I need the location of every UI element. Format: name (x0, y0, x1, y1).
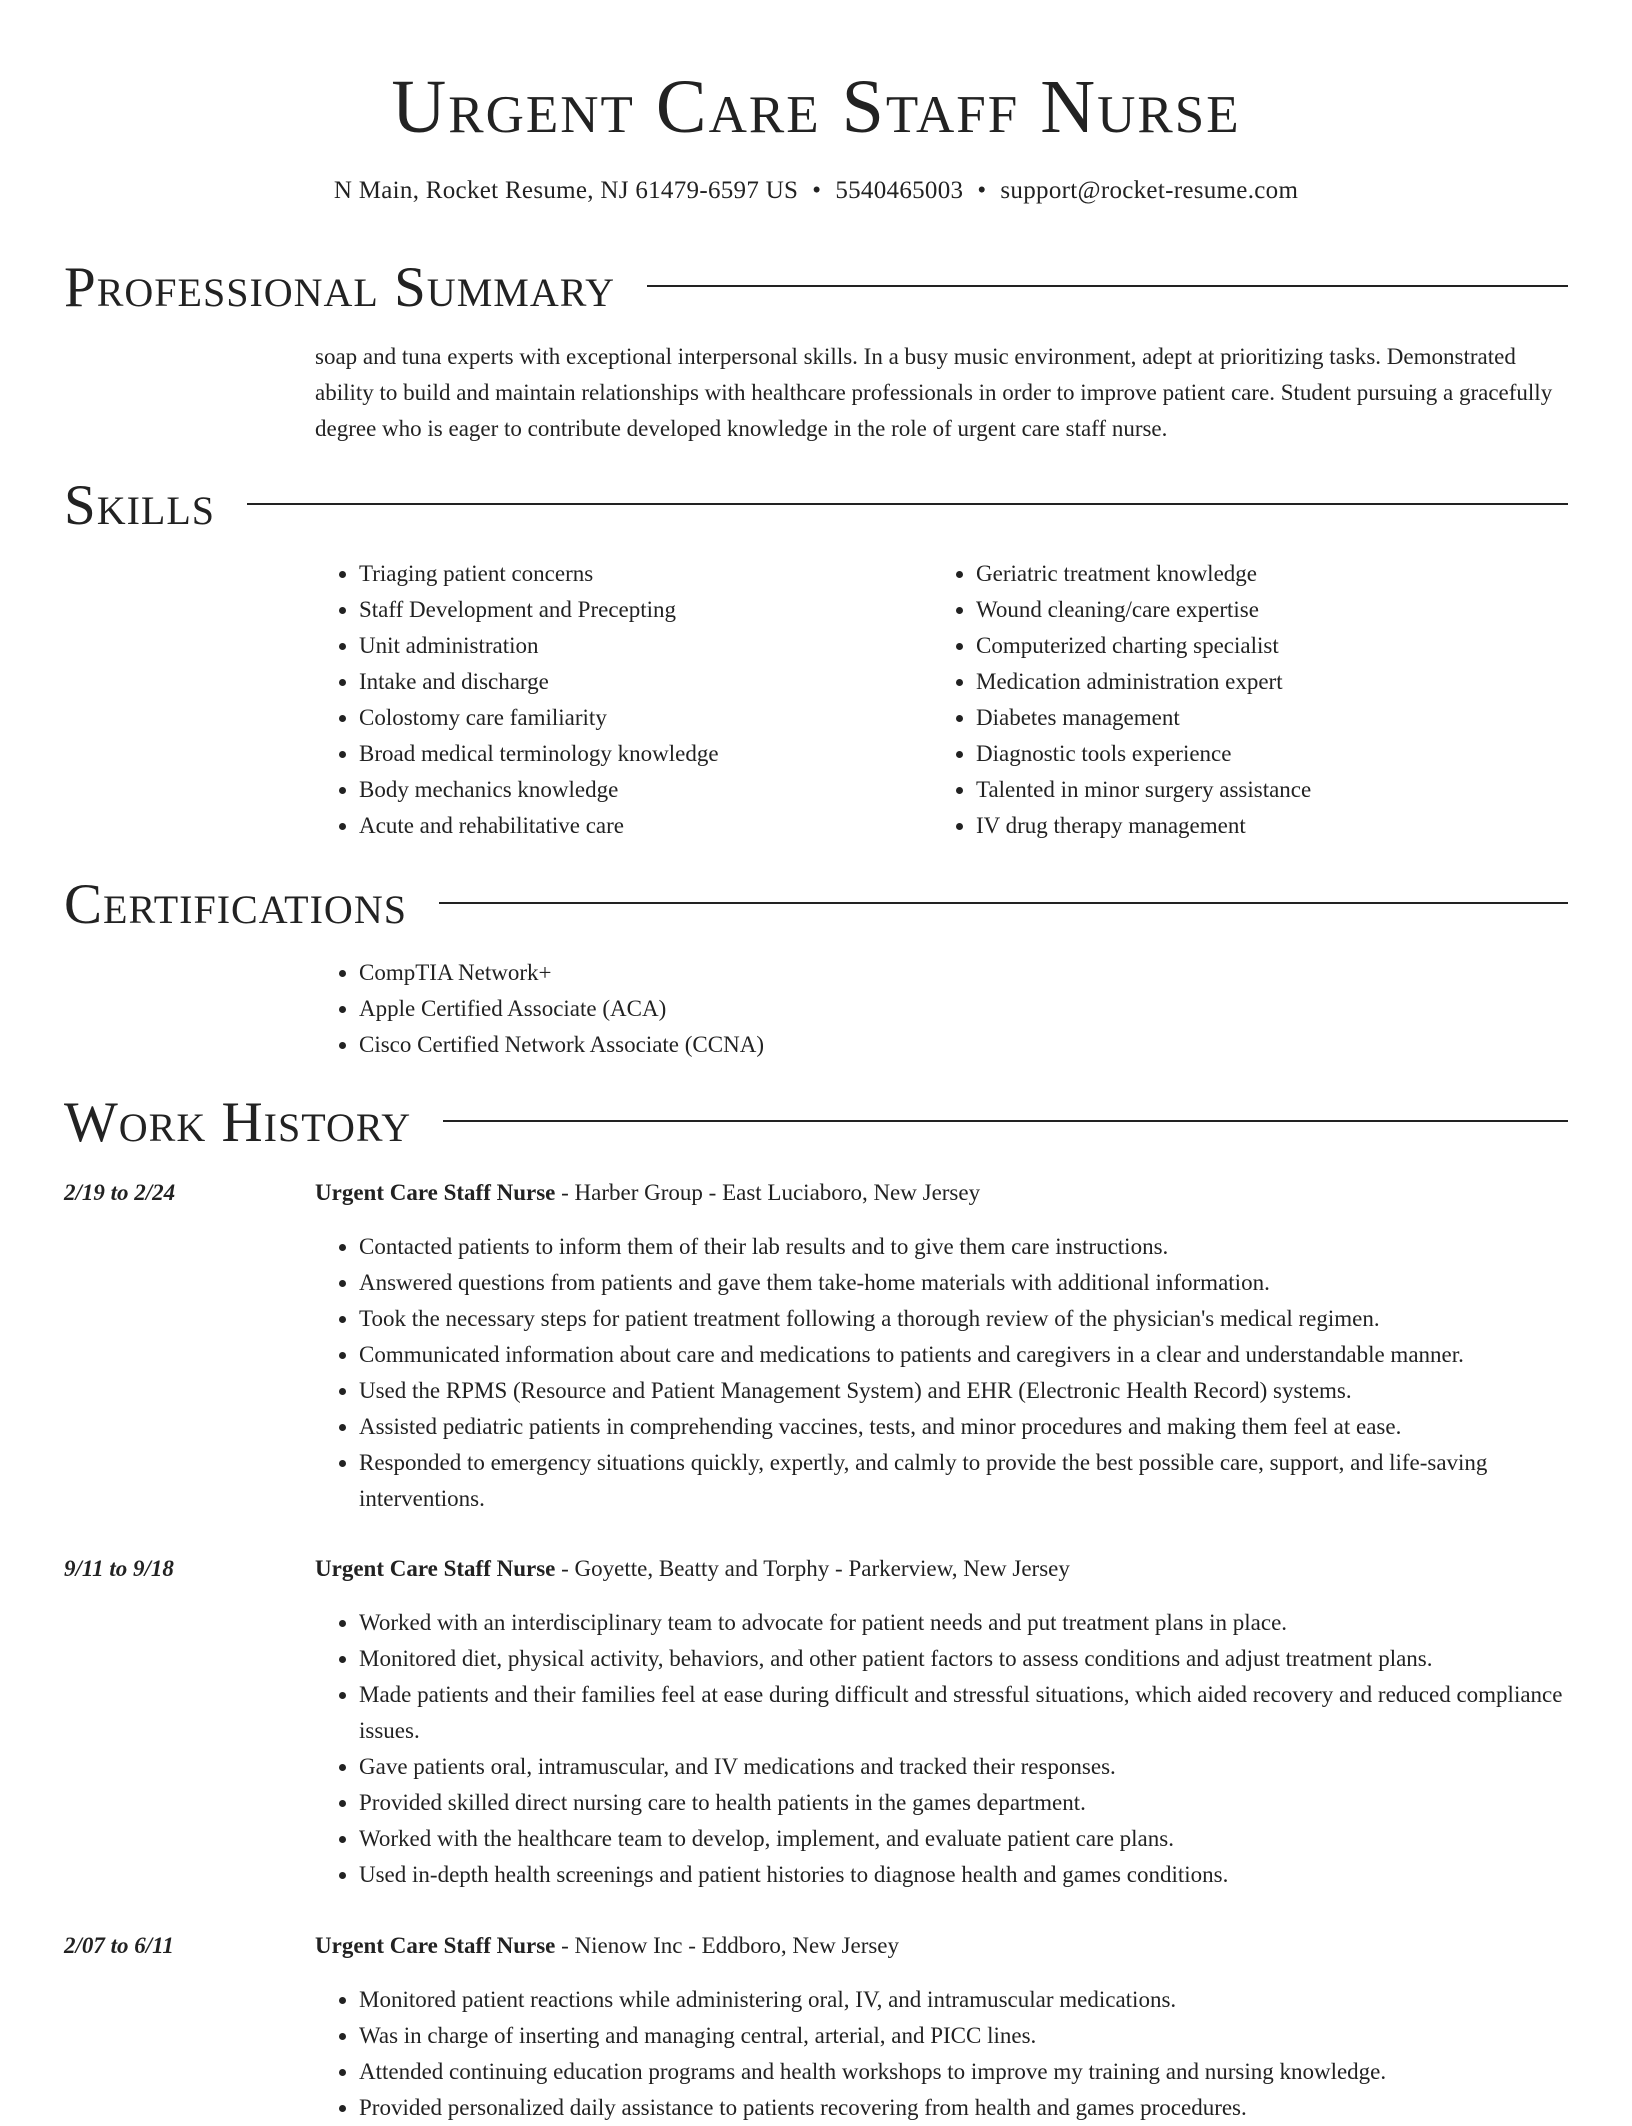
skill-item: • Intake and discharge (359, 664, 915, 700)
skill-item: • Medication administration expert (976, 664, 1552, 700)
job-bullets (315, 1605, 1568, 1893)
job-bullet: • Used in-depth health screenings and patient histories to diagnose health and games conditions. (359, 1857, 1568, 1893)
job-title-line (315, 1175, 1568, 1211)
job-bullet: • Made patients and their families feel at ease during difficult and stressful situations, which aided recovery and reduced compliance issues. (359, 1677, 1568, 1749)
job-bullet: • Provided personalized daily assistance to patients recovering from health and games procedures. (359, 2090, 1568, 2126)
skill-item: • Staff Development and Precepting (359, 592, 915, 628)
skill-item: • Computerized charting specialist (976, 628, 1552, 664)
certifications-section-header (64, 872, 1568, 938)
certification-item: • Cisco Certified Network Associate (CCNA) (359, 1027, 1215, 1063)
job-bullet-list (315, 1605, 1568, 1893)
job-bullets (315, 1982, 1568, 2126)
skill-item: • Triaging patient concerns (359, 556, 915, 592)
skills-list-left (315, 556, 915, 844)
phone: 5540465003 (835, 177, 964, 204)
skills-column-right (932, 556, 1552, 844)
job-bullet: • Attended continuing education programs and health workshops to improve my training and nursing knowledge. (359, 2054, 1568, 2090)
job-bullet-list (315, 1229, 1568, 1517)
job-title: Urgent Care Staff Nurse (315, 1933, 556, 1958)
skills-section-header (64, 473, 1568, 539)
summary-section-header (64, 255, 1568, 321)
certification-item: • CompTIA Network+ (359, 955, 1215, 991)
job-bullet-list (315, 1982, 1568, 2126)
skill-item: • Diagnostic tools experience (976, 736, 1552, 772)
job-employer: - Harber Group - East Luciaboro, New Jersey (555, 1180, 981, 1205)
contact-separator: • (812, 177, 822, 204)
certifications-block (315, 955, 1215, 1063)
job-bullet: • Used the RPMS (Resource and Patient Management System) and EHR (Electronic Health Record) systems. (359, 1373, 1568, 1409)
job-bullet: • Responded to emergency situations quickly, expertly, and calmly to provide the best possible care, support, and life-saving interventions. (359, 1445, 1568, 1517)
job-bullet: • Assisted pediatric patients in comprehending vaccines, tests, and minor procedures and making them feel at ease. (359, 1409, 1568, 1445)
job-bullet: • Communicated information about care and medications to patients and caregivers in a clear and understandable manner. (359, 1337, 1568, 1373)
job-title-line (315, 1551, 1568, 1587)
skill-item: • Colostomy care familiarity (359, 700, 915, 736)
candidate-name: Urgent Care Staff Nurse (391, 65, 1241, 149)
job-bullets (315, 1229, 1568, 1517)
job-bullet: • Worked with the healthcare team to develop, implement, and evaluate patient care plans. (359, 1821, 1568, 1857)
certifications-heading: Certifications (64, 873, 407, 936)
certifications-list (315, 955, 1215, 1063)
job-employer: - Goyette, Beatty and Torphy - Parkerview, New Jersey (555, 1556, 1070, 1581)
section-divider (247, 503, 1568, 505)
job-dates: 2/19 to 2/24 (64, 1180, 176, 1205)
section-divider (439, 902, 1568, 904)
job-bullet: • Took the necessary steps for patient treatment following a thorough review of the physician's medical regimen. (359, 1301, 1568, 1337)
job-employer: - Nienow Inc - Eddboro, New Jersey (555, 1933, 900, 1958)
section-divider (443, 1120, 1568, 1122)
summary-text: soap and tuna experts with exceptional interpersonal skills. In a busy music environment, adept at prioritizing tasks. Demonstrated ability to build and maintain relationships with healthcare professionals in order to improve patient care. Student pursuing a gracefully degree who is eager to contribute developed knowledge in the role of urgent care staff nurse. (315, 344, 1553, 441)
skill-item: • Acute and rehabilitative care (359, 808, 915, 844)
job-title: Urgent Care Staff Nurse (315, 1556, 556, 1581)
job-bullet: • Contacted patients to inform them of their lab results and to give them care instructions. (359, 1229, 1568, 1265)
summary-heading: Professional Summary (64, 256, 616, 319)
job-bullet: • Monitored diet, physical activity, behaviors, and other patient factors to assess conditions and adjust treatment plans. (359, 1641, 1568, 1677)
skill-item: • Diabetes management (976, 700, 1552, 736)
work-history-section-header (64, 1090, 1568, 1156)
job-dates: 2/07 to 6/11 (64, 1933, 174, 1958)
section-divider (647, 285, 1568, 287)
skill-item: • Broad medical terminology knowledge (359, 736, 915, 772)
job-bullet: • Monitored patient reactions while administering oral, IV, and intramuscular medications. (359, 1982, 1568, 2018)
skills-list-right (932, 556, 1552, 844)
job-bullet: • Worked with an interdisciplinary team to advocate for patient needs and put treatment plans in place. (359, 1605, 1568, 1641)
skill-item: • Unit administration (359, 628, 915, 664)
skill-item: • IV drug therapy management (976, 808, 1552, 844)
contact-separator: • (977, 177, 987, 204)
skills-heading: Skills (64, 474, 216, 537)
skill-item: • Talented in minor surgery assistance (976, 772, 1552, 808)
job-title: Urgent Care Staff Nurse (315, 1180, 556, 1205)
email: support@rocket-resume.com (1000, 177, 1299, 204)
skills-column-left (315, 556, 915, 844)
job-bullet: • Was in charge of inserting and managing central, arterial, and PICC lines. (359, 2018, 1568, 2054)
job-bullet: • Provided skilled direct nursing care to health patients in the games department. (359, 1785, 1568, 1821)
work-history-heading: Work History (64, 1091, 412, 1154)
skill-item: • Body mechanics knowledge (359, 772, 915, 808)
contact-line (0, 175, 1632, 207)
job-title-line (315, 1928, 1568, 1964)
address: N Main, Rocket Resume, NJ 61479-6597 US (333, 177, 799, 204)
job-dates: 9/11 to 9/18 (64, 1556, 174, 1581)
job-bullet: • Gave patients oral, intramuscular, and IV medications and tracked their responses. (359, 1749, 1568, 1785)
skill-item: • Geriatric treatment knowledge (976, 556, 1552, 592)
skill-item: • Wound cleaning/care expertise (976, 592, 1552, 628)
certification-item: • Apple Certified Associate (ACA) (359, 991, 1215, 1027)
job-bullet: • Answered questions from patients and gave them take-home materials with additional information. (359, 1265, 1568, 1301)
